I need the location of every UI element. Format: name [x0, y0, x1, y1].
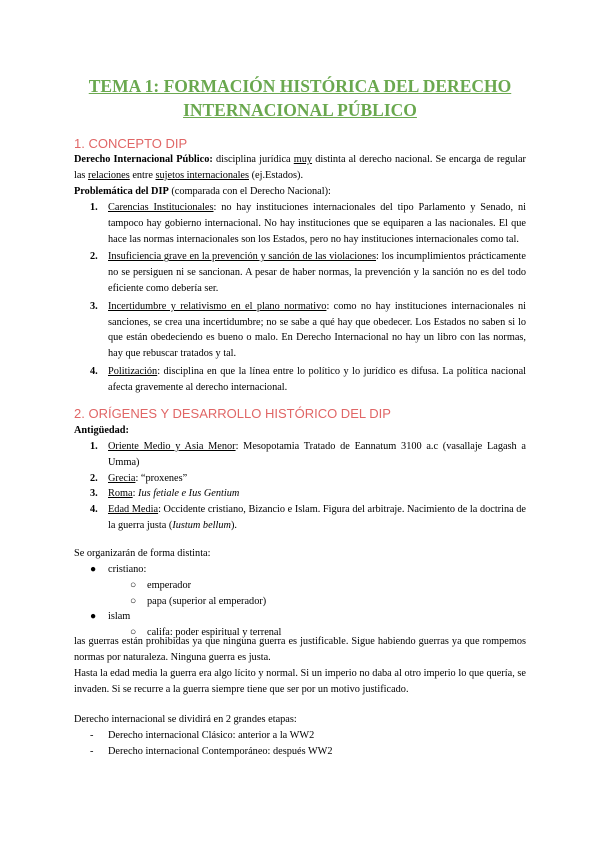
- problem-heading: [74, 184, 526, 200]
- item-text: : Mesopotamia Tratado de Eannatum 3100 a.c (vasallaje Lagash a Umma): [108, 441, 527, 468]
- definition-relaciones: relaciones: [88, 169, 130, 181]
- list-item: [90, 364, 526, 396]
- sub-bullet-papa: [90, 594, 281, 610]
- item-number: 4.: [90, 504, 98, 516]
- item-text: : no hay instituciones internacionales del tipo Parlamento y Senado, ni tampoco hay gobierno internacional. No hay instituciones que se equiparen a las nacionales. El que hace las normas internacionales son los Estados, pero no hay instituciones internacionales como tal.: [108, 202, 526, 245]
- paragraph-guerras: las guerras están prohibidas ya que ninguna guerra es justificable. Sigue habiendo guerras ya que rompemos normas por naturaleza. Ninguna guerra es justa.: [74, 636, 526, 663]
- item-number: 2.: [90, 251, 98, 263]
- section-2-heading: 2. ORÍGENES Y DESARROLLO HISTÓRICO DEL DIP: [74, 406, 391, 421]
- item-term: Politización: [108, 365, 158, 377]
- item-number: 4.: [90, 365, 98, 377]
- item-term: Oriente Medio y Asia Menor: [108, 441, 236, 452]
- section-1-heading: 1. CONCEPTO DIP: [74, 136, 188, 151]
- item-italic: Iustum bellum: [172, 519, 231, 531]
- item-term: Edad Media: [108, 504, 159, 516]
- item-term: Carencias Institucionales: [108, 202, 214, 213]
- item-text: :: [132, 488, 139, 500]
- etapa-text: Derecho internacional Contemporáneo: después WW2: [108, 745, 333, 757]
- definition-text-c: entre: [129, 169, 156, 181]
- etapas-text: Derecho internacional se dividirá en 2 grandes etapas:: [74, 714, 297, 725]
- document-title: [60, 74, 540, 122]
- sub-bullet-text: emperador: [147, 579, 192, 591]
- etapa-item: [90, 728, 333, 744]
- bullet-icon: ●: [90, 564, 97, 575]
- list-item: [90, 249, 526, 296]
- dash-marker: -: [90, 745, 94, 757]
- definition-muy: muy: [293, 154, 313, 165]
- sub-bullet-emperador: [90, 578, 281, 594]
- list-item: [90, 486, 526, 502]
- item-term: Incertidumbre y relativismo en el plano normativo: [108, 300, 327, 312]
- bullet-text: cristiano:: [108, 564, 147, 575]
- definition-text-d: (ej.Estados).: [249, 169, 304, 181]
- item-italic: Ius fetiale e Ius Gentium: [138, 488, 240, 500]
- organization-list: [90, 562, 281, 641]
- etapa-item: [90, 744, 333, 760]
- item-text: : como no hay instituciones internacionales ni sanciones, se crea una incertidumbre; no se sabe a qué hay que obedecer. Los Estados no saben si lo que están obedeciendo es bueno o malo. En Derecho Internacional no hay un libro con las normas, hay que rebuscar tratados y tal.: [108, 300, 527, 360]
- definition-term: Derecho Internacional Público:: [74, 154, 213, 165]
- item-term: Insuficiencia grave en la prevención y sanción de las violaciones: [108, 251, 377, 263]
- problem-bold: Problemática del DIP: [74, 186, 169, 197]
- definition-sujetos: sujetos internacionales: [155, 169, 250, 181]
- bullet-cristiano: [90, 562, 281, 578]
- dash-marker: -: [90, 730, 94, 741]
- item-number: 1.: [90, 202, 98, 213]
- list-item: [90, 200, 526, 247]
- item-number: 3.: [90, 300, 98, 312]
- definition-paragraph: [74, 152, 526, 184]
- antiguedad-list: [90, 439, 526, 534]
- list-item: [90, 471, 526, 487]
- title-line-1: TEMA 1: FORMACIÓN HISTÓRICA DEL DERECHO: [88, 76, 512, 96]
- item-term: Grecia: [108, 472, 136, 484]
- item-tail: ).: [230, 519, 237, 531]
- definition-text-a: disciplina jurídica: [212, 154, 294, 165]
- circle-icon: ○: [130, 627, 137, 639]
- antiguedad-label: Antigüedad:: [74, 425, 129, 436]
- circle-icon: ○: [130, 595, 137, 607]
- definition-text-b: distinta al derecho nacional. Se encarga de regular las: [74, 154, 526, 181]
- paragraph-edad-media: Hasta la edad media la guerra era algo lícito y normal. Si un imperio no daba al otro imperio lo que quería, se invaden. Si se recurre a la guerra siempre tiene que ser por un motivo justificado.: [74, 668, 526, 695]
- item-text: : “proxenes”: [135, 472, 188, 484]
- list-item: [90, 299, 526, 362]
- problem-list: [90, 200, 526, 396]
- organizaran-text: Se organizarán de forma distinta:: [74, 548, 211, 559]
- sub-bullet-text: papa (superior al emperador): [147, 595, 267, 607]
- list-item: [90, 439, 526, 471]
- title-line-2: INTERNACIONAL PÚBLICO: [183, 100, 417, 120]
- problem-rest: (comparada con el Derecho Nacional):: [168, 186, 331, 197]
- etapas-list: [90, 728, 333, 760]
- item-text: : Occidente cristiano, Bizancio e Islam. Figura del arbitraje. Nacimiento de la doctrina de la guerra justa (: [108, 504, 526, 531]
- item-text: : disciplina en que la línea entre lo político y lo jurídico es difusa. La política nacional afecta gravemente al derecho internacional.: [108, 365, 526, 393]
- sub-bullet-text: califa: poder espiritual y terrenal: [147, 627, 282, 639]
- item-number: 2.: [90, 472, 98, 484]
- circle-icon: ○: [130, 579, 137, 591]
- item-text: : los incumplimientos prácticamente no se persiguen ni se sancionan. A pesar de haber normas, la prevención y la sanción no es del todo eficiente como debería ser.: [108, 251, 526, 294]
- list-item: [90, 502, 526, 534]
- bullet-icon: ●: [90, 611, 97, 623]
- bullet-text: islam: [108, 611, 131, 623]
- item-number: 3.: [90, 488, 98, 500]
- item-number: 1.: [90, 441, 98, 452]
- etapa-text: Derecho internacional Clásico: anterior a la WW2: [108, 730, 315, 741]
- item-term: Roma: [108, 488, 133, 500]
- bullet-islam: [90, 609, 281, 625]
